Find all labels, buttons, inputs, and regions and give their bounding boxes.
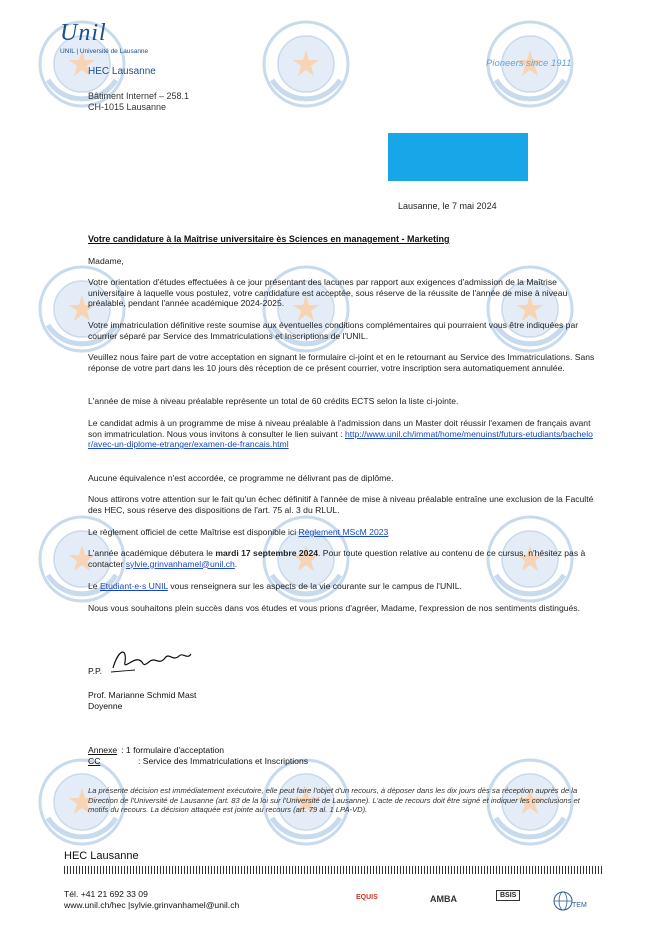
footer-faculty: HEC Lausanne xyxy=(64,850,139,862)
paragraph-9-text-c: . xyxy=(234,558,238,569)
annex-value: : 1 formulaire d'acceptation xyxy=(121,745,225,755)
tagline: Pioneers since 1911 xyxy=(486,58,572,69)
paragraph-1: Votre orientation d'études effectuées à ce jour présentant des lacunes par rapport aux exigences d'admission de la Maîtrise universitaire à laquelle vous postulez, votre candidature est acceptée, sous réserve de la réussite de l'année de mise à niveau préalable, pendant l'année académique 2024-2025. xyxy=(88,277,568,308)
address-line-1: Bâtiment Internef – 258.1 xyxy=(88,91,190,101)
logo-subtitle: UNIL | Université de Lausanne xyxy=(60,48,149,55)
logo-wordmark: Unil xyxy=(60,20,107,46)
amba-logo: AMBA xyxy=(430,894,457,904)
tem-logo: TEM xyxy=(572,902,587,909)
footer-web: www.unil.ch/hec |sylvie.grinvanhamel@unil.ch xyxy=(64,900,240,910)
paragraph-6: Aucune équivalence n'est accordée, ce programme ne délivrant pas de diplôme. xyxy=(88,473,394,483)
signer-name: Prof. Marianne Schmid Mast xyxy=(88,690,197,700)
annex-block xyxy=(88,745,488,767)
letter-subject: Votre candidature à la Maîtrise universitaire ès Sciences en management - Marketing xyxy=(88,234,450,244)
paragraph-8 xyxy=(88,527,596,538)
signature-icon xyxy=(105,640,195,680)
equis-logo: EQUIS xyxy=(356,894,378,901)
annex-label: Annexe xyxy=(88,745,118,755)
paragraph-7: Nous attirons votre attention sur le fait qu'un échec définitif à l'année de mise à niveau préalable entraîne une exclusion de la Faculté des HEC, sous réserve des dispositions de l'art. 75 al. 3 du RLUL. xyxy=(88,494,594,515)
cc-value: : Service des Immatriculations et Inscriptions xyxy=(138,756,309,766)
paragraph-4: L'année de mise à niveau préalable représente un total de 60 crédits ECTS selon la liste ci-jointe. xyxy=(88,396,459,406)
address-line-2: CH-1015 Lausanne xyxy=(88,102,167,112)
unil-logo xyxy=(60,20,180,55)
paragraph-11: Nous vous souhaitons plein succès dans vos études et vous prions d'agréer, Madame, l'expression de nos sentiments distingués. xyxy=(88,603,580,613)
paragraph-10-text-b: vous renseignera sur les aspects de la vie courante sur le campus de l'UNIL. xyxy=(167,581,462,591)
students-link[interactable]: Etudiant·e·s UNIL xyxy=(99,581,168,591)
paragraph-9-text-b: . Pour toute question relative au contenu de ce cursus, n'hésitez pas à contacter xyxy=(88,548,586,569)
footer-contact xyxy=(64,889,239,911)
faculty-name: HEC Lausanne xyxy=(88,66,156,77)
french-exam-link[interactable]: http://www.unil.ch/immat/home/menuinst/futurs-etudiants/bachelor/avec-un-diplome-etranger/examen-de-francais.html xyxy=(88,428,593,449)
footer-barcode xyxy=(64,866,604,874)
paragraph-5 xyxy=(88,418,596,450)
cc-label: CC xyxy=(88,756,101,766)
legal-notice: La présente décision est immédiatement exécutoire, elle peut faire l'objet d'un recours, à déposer dans les dix jours dès sa réception auprès de la Direction de l'Université de Lausanne (art. 83 de la loi sur l'Université de Lausanne). L'acte de recours doit être signé et indiquer les conclusions et motifs du recours. La décision attaquée est jointe au recours (art. 79 al. 1 LPA-VD). xyxy=(88,786,580,814)
pp-mark: P.P. xyxy=(88,666,103,676)
globe-icon xyxy=(552,890,574,912)
contact-email-link[interactable]: sylvie.grinvanhamel@unil.ch xyxy=(125,558,235,569)
signature-block xyxy=(88,690,196,712)
sender-address xyxy=(88,91,189,113)
paragraph-10-text-a: Le xyxy=(88,581,100,591)
paragraph-8-text: Le règlement officiel de cette Maîtrise est disponible ici xyxy=(88,527,299,537)
redacted-recipient-box xyxy=(388,133,528,181)
salutation: Madame, xyxy=(88,256,124,266)
letter-date: Lausanne, le 7 mai 2024 xyxy=(398,201,497,211)
paragraph-9 xyxy=(88,548,596,569)
paragraph-3: Veuillez nous faire part de votre acceptation en signant le formulaire ci-joint et en le retournant au Service des Immatriculations. Sans réponse de votre part dans les 10 jours dès réception de ce présent courrier, votre inscription sera automatiquement annulée. xyxy=(88,352,595,373)
paragraph-2: Votre immatriculation définitive reste soumise aux éventuelles conditions complémentaires qui pourraient vous être indiquées par courrier séparé par Service des Immatriculations et Inscriptions de l'UNIL. xyxy=(88,320,579,341)
paragraph-9-text-a: L'année académique débutera le xyxy=(88,548,216,558)
start-date: mardi 17 septembre 2024 xyxy=(215,548,319,558)
footer-phone: Tél. +41 21 692 33 09 xyxy=(64,889,148,899)
bsis-logo: BSIS xyxy=(496,890,520,901)
paragraph-5-text: Le candidat admis à un programme de mise à niveau préalable à l'admission dans un Master doit réussir l'examen de français avant son immatriculation. Nous vous invitons à consulter le lien suivant : xyxy=(88,418,591,439)
watermark-seal-icon xyxy=(262,20,350,108)
regulation-link[interactable]: Règlement MScM 2023 xyxy=(298,527,389,537)
paragraph-10 xyxy=(88,581,596,592)
signer-title: Doyenne xyxy=(88,701,123,711)
